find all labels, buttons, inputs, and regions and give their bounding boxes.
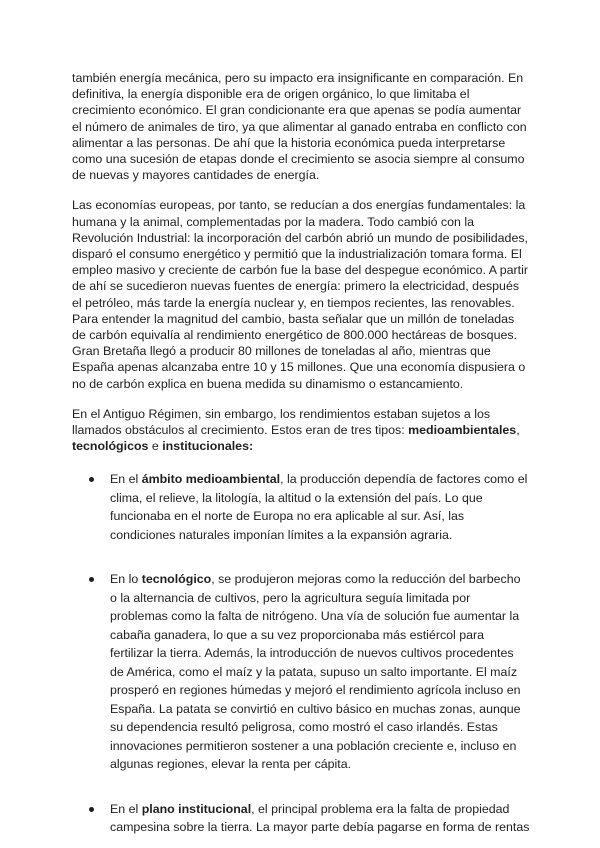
bullet-dot-icon <box>89 477 94 482</box>
list-item-environmental <box>72 470 530 544</box>
bullet-term: plano institucional <box>141 801 252 816</box>
bullet-text-pre: En lo <box>110 572 142 587</box>
paragraph-growth-obstacles <box>72 406 530 455</box>
bullet-term: ámbito medioambiental <box>141 472 281 487</box>
list-item-technological <box>72 570 530 774</box>
bullet-dot-icon <box>89 807 94 812</box>
bullet-term: tecnológico <box>141 572 212 587</box>
term-institucionales: institucionales: <box>162 439 254 454</box>
paragraph-energy-limits: también energía mecánica, pero su impacto era insignificante en comparación. En definitiva, la energía disponible era de origen orgánico, lo que limitaba el crecimiento económico. El gran condicionante era que apenas se podía aumentar el número de animales de tiro, ya que alimentar al ganado entraba en conflicto con alimentar a las personas. De ahí que la historia económica pueda interpretarse como una sucesión de etapas donde el crecimiento se asocia siempre al consumo de nuevas y mayores cantidades de energía. <box>72 71 527 183</box>
term-medioambientales: medioambientales <box>408 423 517 438</box>
obstacles-list <box>72 470 530 837</box>
intro-text: En el Antiguo Régimen, sin embargo, los rendimientos estaban sujetos a los llamados obstáculos al crecimiento. Estos eran de tres tipos: <box>72 406 491 438</box>
bullet-text-post: , el principal problema era la falta de propiedad campesina sobre la tierra. La mayor parte debía pagarse en forma de rentas <box>110 801 530 835</box>
bullet-text-post: , se produjeron mejoras como la reducción del barbecho o la alternancia de cultivos, pero la agricultura seguía limitada por problemas como la falta de nitrógeno. Una vía de solución fue aumentar la cabaña ganadera, lo que a su vez proporcionaba más estiércol para fertilizar la tierra. Además, la introducción de nuevos cultivos procedentes de América, como el maíz y la patata, supuso un salto importante. El maíz prosperó en regiones húmedas y mejoró el rendimiento agrícola incluso en España. La patata se convirtió en cultivo básico en muchas zonas, aunque su dependencia resultó peligrosa, como mostró el caso irlandés. Estas innovaciones permitieron sostener a una población creciente e, incluso en algunas regiones, elevar la renta per cápita. <box>110 572 521 772</box>
bullet-text-pre: En el <box>110 801 142 816</box>
intro-separator-2: e <box>148 439 163 454</box>
bullet-text-pre: En el <box>110 472 142 487</box>
intro-separator-1: , <box>516 423 520 438</box>
bullet-dot-icon <box>89 577 94 582</box>
term-tecnologicos: tecnológicos <box>72 439 149 454</box>
bullet-text-post: , la producción dependía de factores como el clima, el relieve, la litología, la altitud o la extensión del país. Lo que funcionaba en el norte de Europa no era aplicable al sur. Así, las condiciones naturales imponían límites a la expansión agraria. <box>110 472 528 542</box>
paragraph-industrial-revolution: Las economías europeas, por tanto, se reducían a dos energías fundamentales: la humana y la animal, complementadas por la madera. Todo cambió con la Revolución Industrial: la incorporación del carbón abrió un mundo de posibilidades, disparó el consumo energético y permitió que la industrialización tomara forma. El empleo masivo y creciente de carbón fue la base del despegue económico. A partir de ahí se sucedieron nuevas fuentes de energía: primero la electricidad, después el petróleo, más tarde la energía nuclear y, en tiempos recientes, las renovables. Para entender la magnitud del cambio, basta señalar que un millón de toneladas de carbón equivalía al rendimiento energético de 800.000 hectáreas de bosques. Gran Bretaña llegó a producir 80 millones de toneladas al año, mientras que España apenas alcanzaba entre 10 y 15 millones. Que una economía dispusiera o no de carbón explica en buena medida su dinamismo o estancamiento. <box>72 198 528 391</box>
list-item-institutional <box>72 800 530 837</box>
